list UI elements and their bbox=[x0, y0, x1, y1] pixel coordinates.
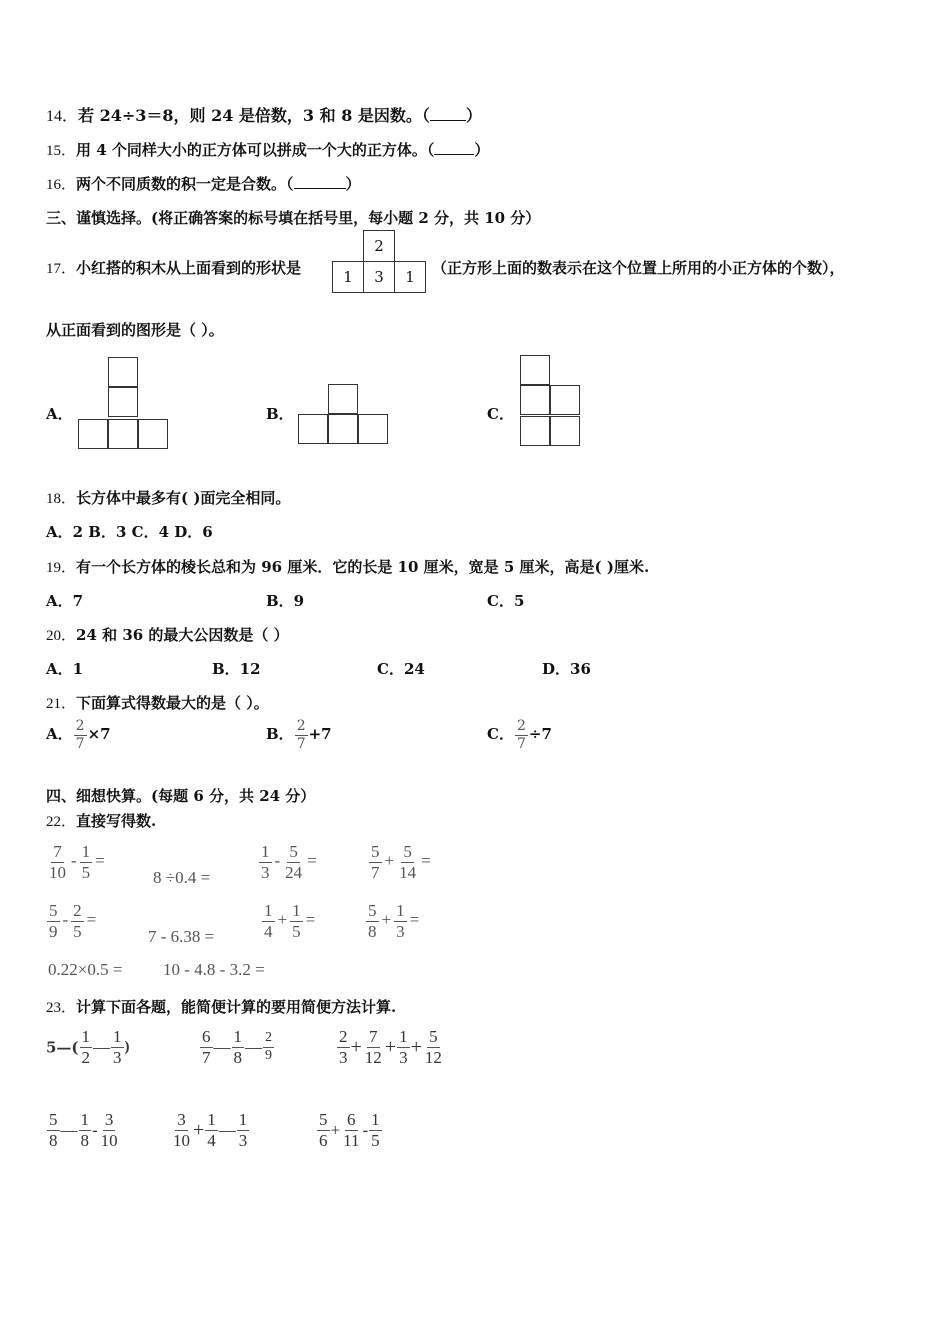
figure-cell bbox=[108, 419, 138, 449]
fraction: $\frac{2}{7}$ bbox=[516, 718, 526, 752]
question-number: 23． bbox=[46, 1000, 77, 1016]
q19-option-b[interactable]: B．9 bbox=[266, 592, 305, 610]
q23-expr-1[interactable]: 5—( $\frac{1}{2}$ — $\frac{1}{3}$ ) bbox=[46, 1027, 130, 1067]
question-number: 20． bbox=[46, 628, 77, 644]
figure-cell bbox=[550, 385, 580, 415]
q23-expr-5[interactable]: $\frac{3}{10}$ + $\frac{1}{4}$ — $\frac{1}{3}$ bbox=[173, 1110, 248, 1150]
q21-option-a[interactable]: A． $\frac{2}{7}$ ×7 bbox=[46, 718, 111, 752]
question-number: 18． bbox=[46, 491, 77, 507]
q22-r3-a[interactable]: 0.22×0.5 = bbox=[48, 960, 123, 979]
figure-cell bbox=[328, 384, 358, 414]
q23-expr-3[interactable]: $\frac{2}{3}$ + $\frac{7}{12}$ + $\frac{1}{3}$ + $\frac{5}{12}$ bbox=[339, 1027, 442, 1067]
figure-cell bbox=[520, 355, 550, 385]
question-number: 16． bbox=[46, 177, 77, 193]
fraction: $\frac{2}{7}$ bbox=[296, 718, 306, 752]
top-view-cell: 1 bbox=[332, 261, 364, 293]
q20-option-a[interactable]: A．1 bbox=[46, 660, 84, 678]
q23-expr-4[interactable]: $\frac{5}{8}$ — $\frac{1}{8}$ - $\frac{3}{10}$ bbox=[49, 1110, 118, 1150]
q22-r2-a[interactable]: $\frac{5}{9}$ - $\frac{2}{5}$ = bbox=[49, 901, 97, 941]
question-20: 20．24 和 36 的最大公因数是（ ） bbox=[46, 626, 289, 644]
q22-r1-b[interactable]: 8 ÷0.4 = bbox=[153, 868, 211, 887]
figure-cell bbox=[108, 387, 138, 417]
question-number: 22． bbox=[46, 814, 77, 830]
q20-option-c[interactable]: C．24 bbox=[377, 660, 425, 678]
q23-expr-2[interactable]: $\frac{6}{7}$ — $\frac{1}{8}$ — $\frac{2}{9}$ bbox=[202, 1027, 272, 1067]
figure-cell bbox=[328, 414, 358, 444]
q22-r2-c[interactable]: $\frac{1}{4}$ + $\frac{1}{5}$ = bbox=[264, 901, 316, 941]
question-14: 14．若 24÷3＝8，则 24 是倍数，3 和 8 是因数。（ ） bbox=[46, 106, 482, 125]
question-number: 15． bbox=[46, 143, 77, 159]
figure-cell bbox=[138, 419, 168, 449]
question-18: 18．长方体中最多有( )面完全相同。 bbox=[46, 489, 291, 507]
question-19: 19．有一个长方体的棱长总和为 96 厘米．它的长是 10 厘米，宽是 5 厘米，高是( )厘米. bbox=[46, 558, 650, 576]
question-22: 22．直接写得数. bbox=[46, 812, 157, 830]
section-4-heading: 四、细想快算。(每题 6 分，共 24 分） bbox=[46, 787, 316, 805]
q21-option-b[interactable]: B． $\frac{2}{7}$ +7 bbox=[266, 718, 332, 752]
q22-r2-b[interactable]: 7 - 6.38 = bbox=[148, 927, 215, 946]
question-number: 21． bbox=[46, 696, 77, 712]
question-17-cont: （正方形上面的数表示在这个位置上所用的小正方体的个数）， bbox=[432, 259, 845, 277]
question-18-options[interactable]: A．2 B．3 C．4 D．6 bbox=[46, 523, 213, 541]
question-21: 21．下面算式得数最大的是（ ）。 bbox=[46, 694, 269, 712]
option-b-label[interactable]: B． bbox=[266, 405, 294, 423]
figure-cell bbox=[78, 419, 108, 449]
option-a-label[interactable]: A． bbox=[46, 405, 73, 423]
question-number: 19． bbox=[46, 560, 77, 576]
figure-cell bbox=[520, 385, 550, 415]
answer-blank[interactable] bbox=[294, 188, 346, 189]
q22-r1-c[interactable]: $\frac{1}{3}$ - $\frac{5}{24}$ = bbox=[261, 842, 317, 882]
q23-expr-6[interactable]: $\frac{5}{6}$ + $\frac{6}{11}$ - $\frac{1}{5}$ bbox=[319, 1110, 380, 1150]
answer-blank[interactable] bbox=[430, 120, 466, 121]
top-view-cell: 2 bbox=[363, 230, 395, 262]
option-c-label[interactable]: C． bbox=[487, 405, 514, 423]
question-number: 14． bbox=[46, 108, 79, 125]
fraction: $\frac{2}{7}$ bbox=[75, 718, 85, 752]
question-23: 23．计算下面各题，能简便计算的要用简便方法计算. bbox=[46, 998, 397, 1016]
q19-option-c[interactable]: C．5 bbox=[487, 592, 525, 610]
top-view-cell: 1 bbox=[394, 261, 426, 293]
q22-r1-d[interactable]: $\frac{5}{7}$ + $\frac{5}{14}$ = bbox=[371, 842, 431, 882]
question-15: 15．用 4 个同样大小的正方体可以拼成一个大的正方体。（ ） bbox=[46, 141, 490, 159]
question-17-prompt: 从正面看到的图形是（ ）。 bbox=[46, 321, 224, 339]
figure-cell bbox=[550, 416, 580, 446]
figure-cell bbox=[520, 416, 550, 446]
figure-cell bbox=[358, 414, 388, 444]
question-17: 17．小红搭的积木从上面看到的形状是 bbox=[46, 259, 302, 277]
q21-option-c[interactable]: C． $\frac{2}{7}$ ÷7 bbox=[487, 718, 552, 752]
q22-r3-b[interactable]: 10 - 4.8 - 3.2 = bbox=[163, 960, 265, 979]
q19-option-a[interactable]: A．7 bbox=[46, 592, 84, 610]
figure-cell bbox=[298, 414, 328, 444]
q20-option-d[interactable]: D．36 bbox=[542, 660, 591, 678]
q22-r1-a[interactable]: $\frac{7}{10}$ - $\frac{1}{5}$ = bbox=[49, 842, 105, 882]
question-number: 17． bbox=[46, 261, 77, 277]
q22-r2-d[interactable]: $\frac{5}{8}$ + $\frac{1}{3}$ = bbox=[368, 901, 420, 941]
question-16: 16．两个不同质数的积一定是合数。（ ） bbox=[46, 175, 361, 193]
section-3-heading: 三、谨慎选择。(将正确答案的标号填在括号里，每小题 2 分，共 10 分） bbox=[46, 209, 541, 227]
top-view-cell: 3 bbox=[363, 261, 395, 293]
q20-option-b[interactable]: B．12 bbox=[212, 660, 261, 678]
figure-cell bbox=[108, 357, 138, 387]
answer-blank[interactable] bbox=[434, 154, 474, 155]
